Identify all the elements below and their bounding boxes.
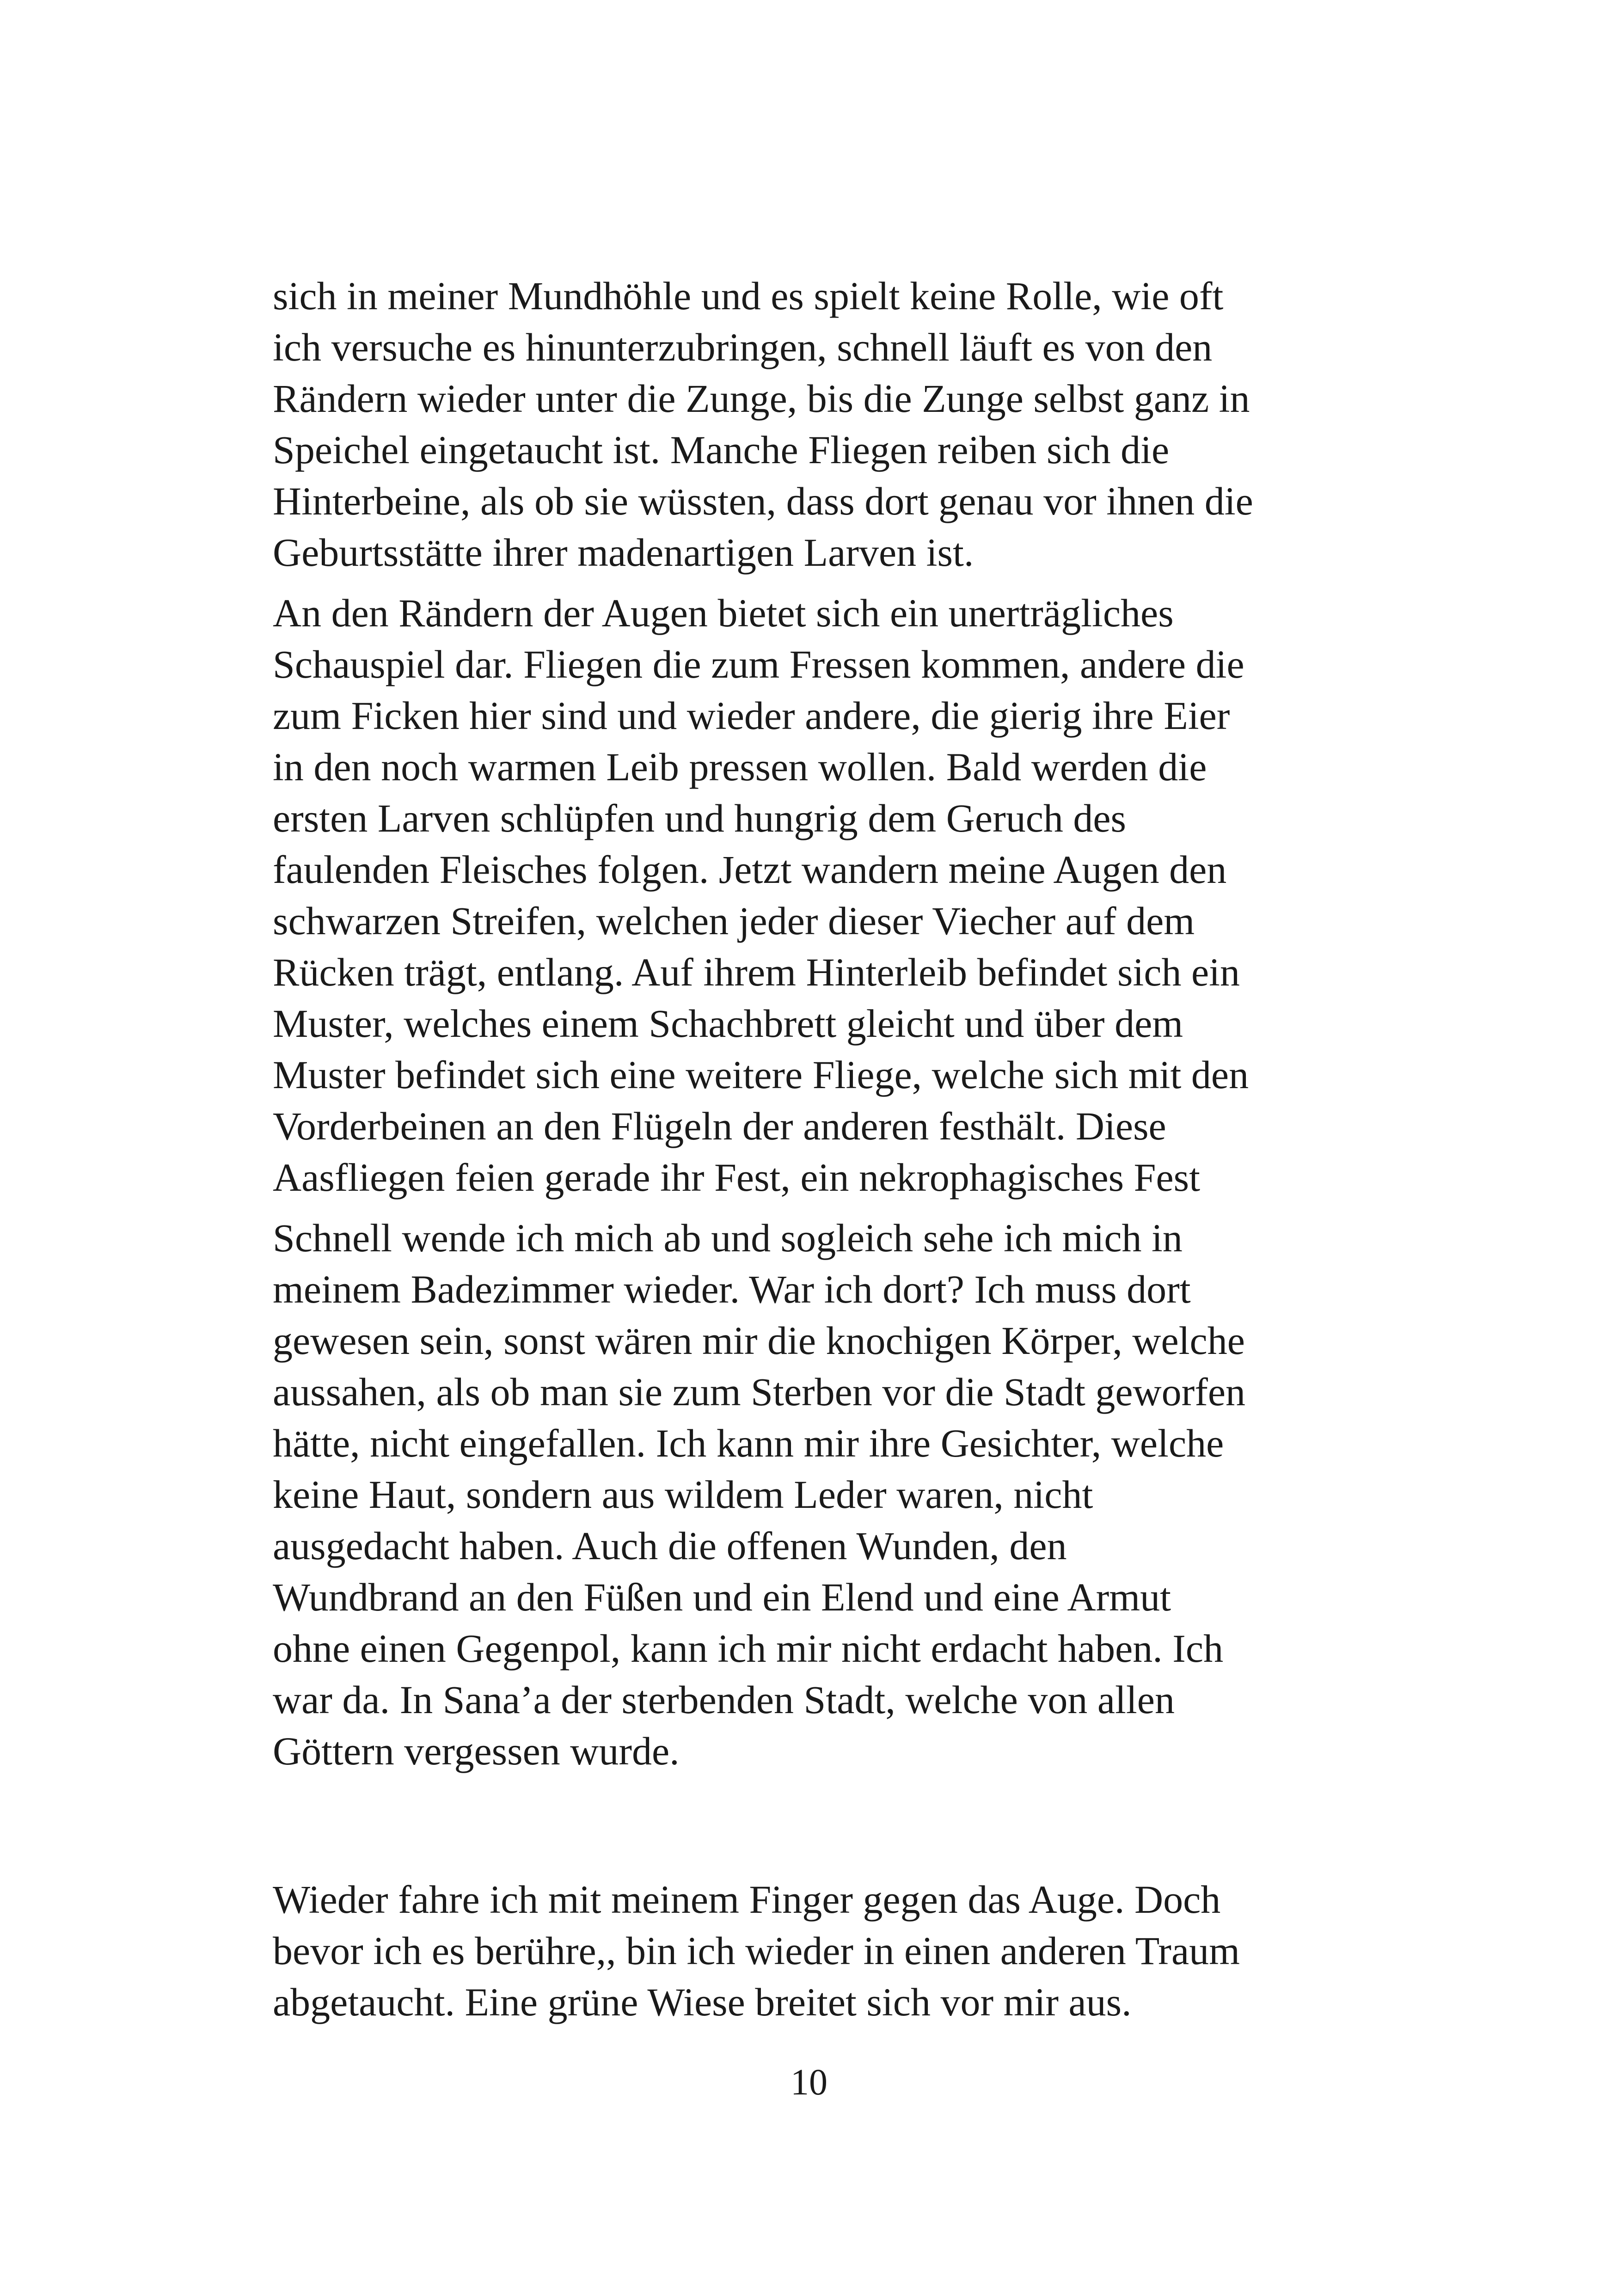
paragraph: Wieder fahre ich mit meinem Finger gegen das Auge. Doch bevor ich es berühre,, bin ich wieder in einen anderen Traum abgetaucht. Eine grüne Wiese breitet sich vor mir aus. xyxy=(273,1877,1240,2024)
page-number: 10 xyxy=(791,2062,827,2103)
paragraph: Schnell wende ich mich ab und sogleich sehe ich mich in meinem Badezimmer wieder. War ich dort? Ich muss dort gewesen sein, sonst wären mir die knochigen Körper, welche aussahen, als ob man sie zum Sterben vor die Stadt geworfen hätte, nicht eingefallen. Ich kann mir ihre Gesichter, welche keine Haut, sondern aus wildem Leder waren, nicht ausgedacht haben. Auch die offenen Wunden, den Wundbrand an den Füßen und ein Elend und eine Armut ohne einen Gegenpol, kann ich mir nicht erdacht haben. Ich war da. In Sana’a der sterbenden Stadt, welche von allen Göttern vergessen wurde. xyxy=(273,1216,1246,1773)
body-text xyxy=(273,270,1364,2028)
paragraph: An den Rändern der Augen bietet sich ein unerträgliches Schauspiel dar. Fliegen die zum Fressen kommen, andere die zum Ficken hier sind und wieder andere, die gierig ihre Eier in den noch warmen Leib pressen wollen. Bald werden die ersten Larven schlüpfen und hungrig dem Geruch des faulenden Fleisches folgen. Jetzt wandern meine Augen den schwarzen Streifen, welchen jeder dieser Viecher auf dem Rücken trägt, entlang. Auf ihrem Hinterleib befindet sich ein Muster, welches einem Schachbrett gleicht und über dem Muster befindet sich eine weitere Fliege, welche sich mit den Vorderbeinen an den Flügeln der anderen festhält. Diese Aasfliegen feien gerade ihr Fest, ein nekrophagisches Fest xyxy=(273,591,1249,1200)
paragraph: sich in meiner Mundhöhle und es spielt keine Rolle, wie oft ich versuche es hinunterzubringen, schnell läuft es von den Rändern wieder unter die Zunge, bis die Zunge selbst ganz in Speichel eingetaucht ist. Manche Fliegen reiben sich die Hinterbeine, als ob sie wüssten, dass dort genau vor ihnen die Geburtsstätte ihrer madenartigen Larven ist. xyxy=(273,274,1253,575)
